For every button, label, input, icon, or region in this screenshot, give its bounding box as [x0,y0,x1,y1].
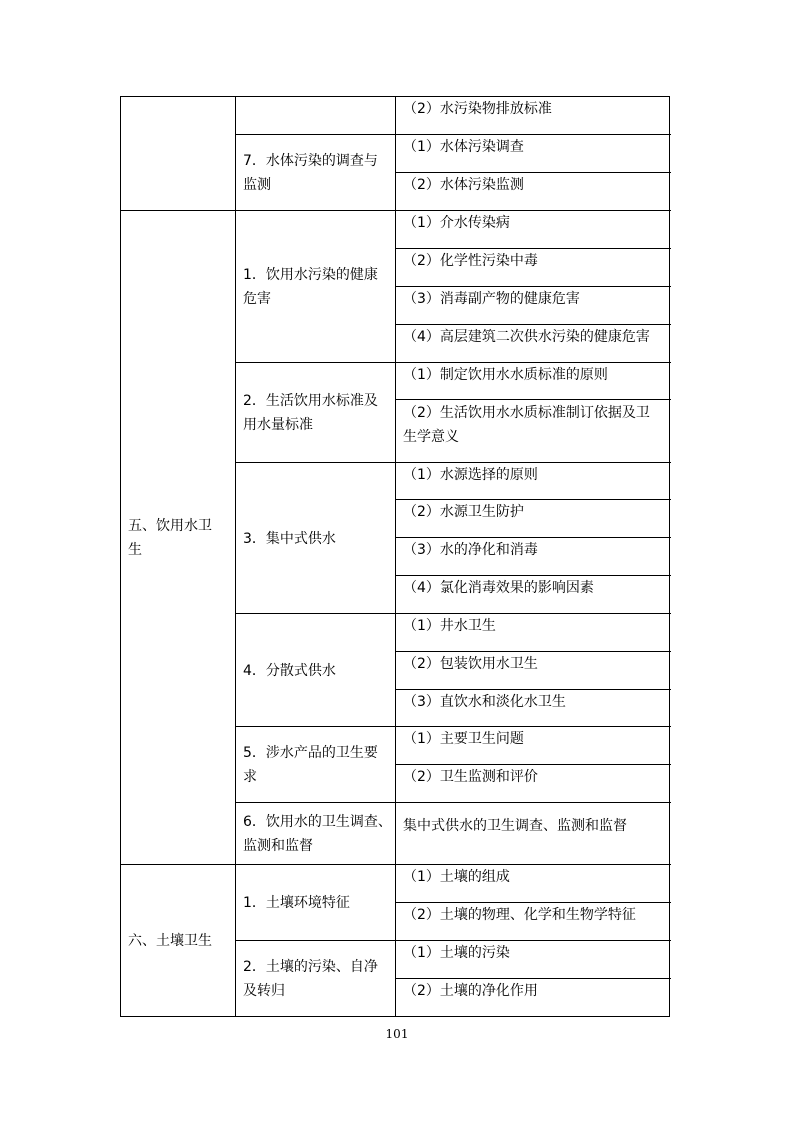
section-title: 五、饮用水卫 [128,518,212,534]
topic-text: 2．土壤的污染、自净 [243,959,378,975]
item-text: （4）氯化消毒效果的影响因素 [403,580,594,596]
item-text: （2）水体污染监测 [403,177,524,193]
item-text: （2）生活饮用水水质标准制订依据及卫 [403,405,650,421]
item-text: （2）包装饮用水卫生 [403,656,538,672]
item-text: （2）水源卫生防护 [403,504,524,520]
item-text: （1）制定饮用水水质标准的原则 [403,367,608,383]
item-text: （1）介水传染病 [403,215,510,231]
topic-text: 7．水体污染的调查与 [243,153,378,169]
section-title: 六、土壤卫生 [128,933,212,949]
page-number: 101 [385,1027,409,1041]
item-text: （2）土壤的净化作用 [403,983,538,999]
topic-text: 求 [243,769,257,785]
topic-text: 监测 [243,177,271,193]
item-text: 集中式供水的卫生调查、监测和监督 [403,818,627,834]
item-text: （2）卫生监测和评价 [403,769,538,785]
item-text: （1）井水卫生 [403,618,496,634]
topic-text: 监测和监督 [243,838,313,854]
item-text: （3）消毒副产物的健康危害 [403,291,580,307]
topic-text: 危害 [243,291,271,307]
item-text: （2）化学性污染中毒 [403,253,538,269]
section-title: 生 [128,542,142,558]
item-text: （1）水源选择的原则 [403,467,538,483]
topic-text: 1．饮用水污染的健康 [243,267,378,283]
topic-text: 及转归 [243,983,285,999]
item-text: （3）水的净化和消毒 [403,542,538,558]
syllabus-table [120,96,670,1017]
item-text: （4）高层建筑二次供水污染的健康危害 [403,329,650,345]
row-divider [121,210,671,211]
item-text: （2）土壤的物理、化学和生物学特征 [403,907,636,923]
item-text: （3）直饮水和淡化水卫生 [403,694,566,710]
topic-text: 6．饮用水的卫生调查、 [243,814,392,830]
column-divider [395,97,396,1016]
item-text: （2）水污染物排放标准 [403,101,552,117]
topic-text: 用水量标准 [243,417,313,433]
topic-text: 5．涉水产品的卫生要 [243,745,378,761]
row-divider [395,399,671,400]
item-text: （1）土壤的污染 [403,945,510,961]
item-text: 生学意义 [403,429,459,445]
row-divider [235,802,671,803]
topic-text: 2．生活饮用水标准及 [243,393,378,409]
topic-text: 1．土壤环境特征 [243,895,350,911]
column-divider [235,97,236,1016]
item-text: （1）土壤的组成 [403,869,510,885]
item-text: （1）主要卫生问题 [403,731,524,747]
item-text: （1）水体污染调查 [403,139,524,155]
row-divider [121,864,671,865]
topic-text: 3．集中式供水 [243,531,336,547]
topic-text: 4．分散式供水 [243,663,336,679]
